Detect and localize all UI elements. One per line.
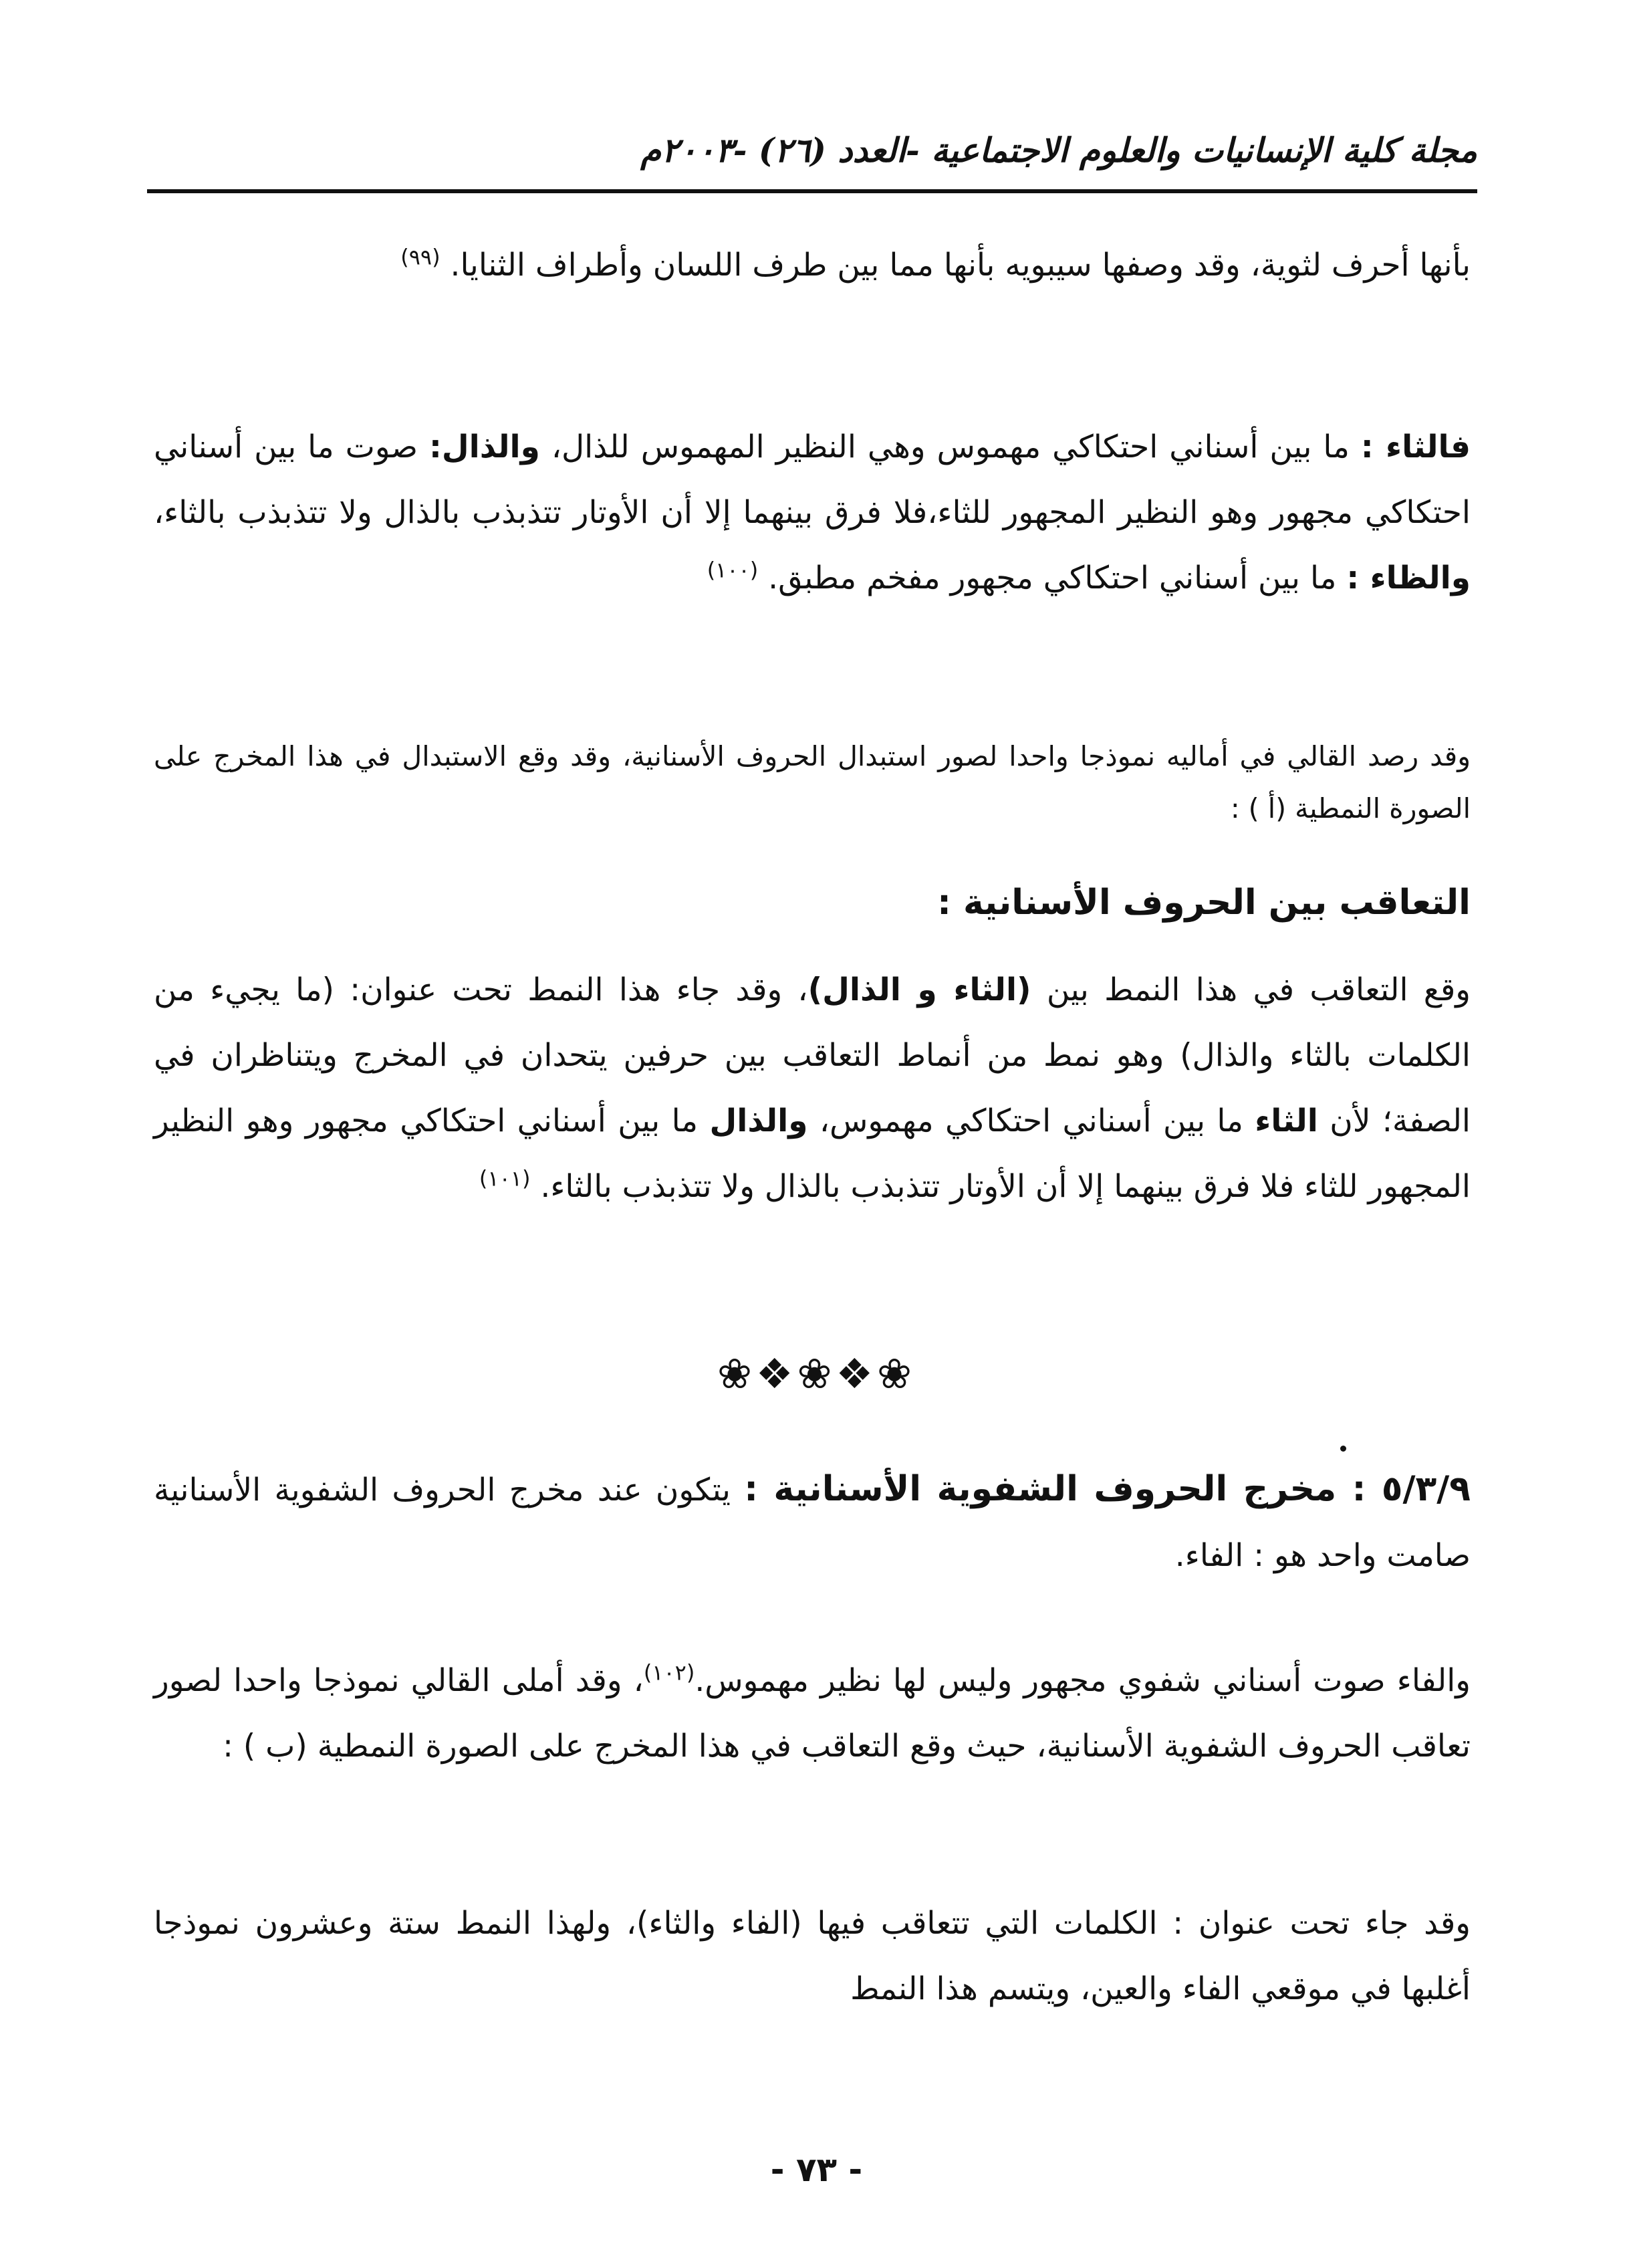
p6-intro: والفاء صوت أسناني شفوي مجهور وليس لها نظير مهموس. [695,1662,1471,1699]
text-tha: ما بين أسناني احتكاكي مهموس وهي النظير المهموس للذال، [551,429,1350,465]
paragraph-3 [154,730,1471,834]
section-heading-labiodental: ٥/٣/٩ : مخرج الحروف الشفوية الأسنانية : [744,1469,1471,1509]
stray-dot [1340,1446,1346,1452]
paragraph-5-text: يتكون عند مخرج الحروف الشفوية الأسنانية صامت واحد هو : الفاء. [154,1472,1471,1574]
p4-dhal: والذال [709,1103,808,1139]
footnote-ref-99: (٩٩) [400,244,441,270]
journal-running-header: مجلة كلية الإنسانيات والعلوم الاجتماعية -العدد (٢٦) -٢٠٠٣م [640,130,1477,170]
text-zha: ما بين أسناني احتكاكي مجهور مفخم مطبق. [768,560,1337,596]
p4-intro: وقع التعاقب في هذا النمط بين [1046,972,1471,1008]
paragraph-3-text: وقد رصد القالي في أماليه نموذجا واحدا لصور استبدال الحروف الأسنانية، وقد وقع الاستبدال في هذا المخرج على الصورة النمطية (أ ) : [154,740,1471,824]
footnote-ref-100: (١٠٠) [707,557,759,583]
footnote-ref-102: (١٠٢) [643,1660,695,1686]
p6-body: ، وقد أملى القالي نموذجا واحدا لصور تعاقب الحروف الشفوية الأسنانية، حيث وقع التعاقب في هذا المخرج على الصورة النمطية (ب ) : [154,1662,1471,1765]
page-number: - ٧٣ - [770,2150,863,2189]
section-heading-alternation: التعاقب بين الحروف الأسنانية : [937,883,1471,923]
text-dhal: صوت ما بين أسناني احتكاكي مجهور وهو النظير المجهور للثاء،فلا فرق بينهما إلا أن الأوتار تتذبذب بالذال ولا تتذبذب بالثاء، [154,429,1471,531]
label-tha: فالثاء : [1360,429,1471,465]
paragraph-2 [154,415,1471,611]
paragraph-4 [154,957,1471,1220]
paragraph-1-text: بأنها أحرف لثوية، وقد وصفها سيبويه بأنها مما بين طرف اللسان وأطراف الثنايا. [450,247,1471,284]
p4-tha: الثاء [1255,1103,1318,1139]
label-zha: والظاء : [1346,560,1471,596]
paragraph-7-text: وقد جاء تحت عنوان : الكلمات التي تتعاقب فيها (الفاء والثاء)، ولهذا النمط ستة وعشرون نموذجا أغلبها في موقعي الفاء والعين، ويتسم هذا النمط [154,1905,1471,2007]
ornament-divider: ❀❖❀❖❀ [717,1349,916,1398]
p4-tha-desc: ما بين أسناني احتكاكي مهموس، [819,1103,1243,1139]
paragraph-7 [154,1891,1471,2022]
paragraph-6 [154,1648,1471,1779]
paragraph-5 [154,1456,1471,1589]
label-dhal: والذال: [429,429,540,465]
p4-pair: (الثاء و الذال) [807,972,1031,1008]
p4-dhal-desc: ما بين أسناني احتكاكي مجهور وهو النظير المجهور للثاء فلا فرق بينهما إلا أن الأوتار تتذبذب بالذال ولا تتذبذب بالثاء. [154,1103,1471,1205]
p4-body: ، وقد جاء هذا النمط تحت عنوان: (ما يجيء من الكلمات بالثاء والذال) وهو نمط من أنماط التعاقب بين حرفين يتحدان في المخرج ويتناظران في الصفة؛ لأن [154,972,1471,1139]
header-rule [147,189,1477,193]
footnote-ref-101: (١٠١) [479,1165,531,1192]
paragraph-1 [154,233,1471,298]
